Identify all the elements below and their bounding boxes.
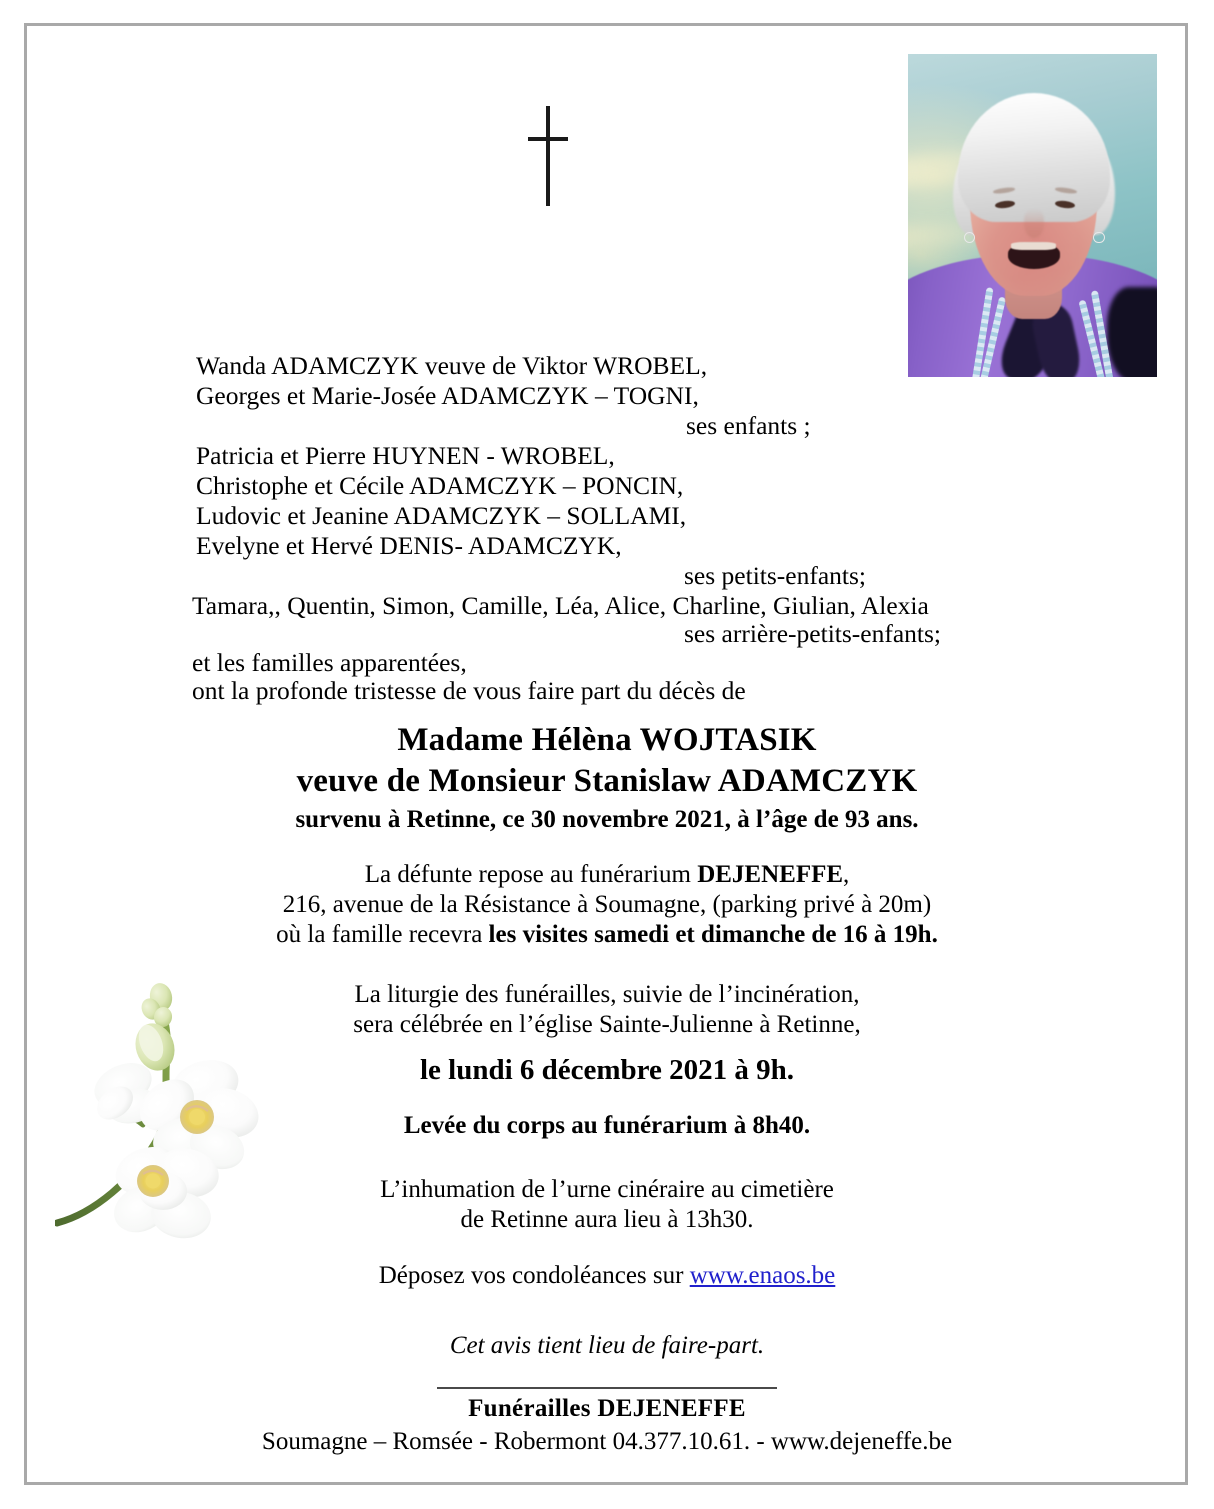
- visiting-prefix: où la famille recevra: [276, 921, 489, 948]
- family-line: et les familles apparentées,: [192, 648, 467, 677]
- deceased-name: Madame Hélèna WOJTASIK: [397, 722, 817, 758]
- condolences-line: [0, 1261, 1214, 1291]
- body-removal-time: Levée du corps au funérarium à 8h40.: [403, 1112, 811, 1139]
- family-line: Patricia et Pierre HUYNEN - WROBEL,: [196, 441, 615, 470]
- burial-line-1: L’inhumation de l’urne cinéraire au cimetière: [380, 1176, 834, 1203]
- ceremony-date: le lundi 6 décembre 2021 à 9h.: [419, 1054, 795, 1086]
- repose-line-1: [0, 860, 1214, 890]
- liturgy-line-1: La liturgie des funérailles, suivie de l’incinération,: [354, 981, 860, 1008]
- death-details: survenu à Retinne, ce 30 novembre 2021, à l’âge de 93 ans.: [295, 806, 919, 833]
- grandchildren-names: Tamara,, Quentin, Simon, Camille, Léa, Alice, Charline, Giulian, Alexia: [192, 591, 929, 620]
- deceased-spouse-line: veuve de Monsieur Stanislaw ADAMCZYK: [296, 763, 918, 799]
- funeral-home-name: DEJENEFFE: [697, 861, 844, 888]
- condolences-website-link[interactable]: www.enaos.be: [689, 1262, 836, 1289]
- family-line: Georges et Marie-Josée ADAMCZYK – TOGNI,: [196, 381, 699, 410]
- footer-contact: Soumagne – Romsée - Robermont 04.377.10.61. - www.dejeneffe.be: [261, 1428, 953, 1455]
- faire-part-notice: Cet avis tient lieu de faire-part.: [449, 1332, 765, 1359]
- family-line: Wanda ADAMCZYK veuve de Viktor WROBEL,: [196, 351, 708, 380]
- footer-divider: [437, 1387, 777, 1389]
- deceased-portrait-photo: [908, 54, 1157, 377]
- family-line: Christophe et Cécile ADAMCZYK – PONCIN,: [196, 471, 684, 500]
- condolences-prefix: Déposez vos condoléances sur: [378, 1262, 690, 1289]
- repose-address: 216, avenue de la Résistance à Soumagne, (parking privé à 20m): [282, 891, 932, 918]
- relation-great-grandchildren: ses arrière-petits-enfants;: [684, 619, 942, 648]
- footer-company: Funérailles DEJENEFFE: [468, 1395, 746, 1422]
- family-line: Ludovic et Jeanine ADAMCZYK – SOLLAMI,: [196, 501, 687, 530]
- visiting-hours: les visites samedi et dimanche de 16 à 19h.: [488, 921, 938, 948]
- family-line: Evelyne et Hervé DENIS- ADAMCZYK,: [196, 531, 622, 560]
- repose-prefix: La défunte repose au funérarium: [364, 861, 698, 888]
- burial-line-2: de Retinne aura lieu à 13h30.: [460, 1206, 754, 1233]
- relation-grandchildren: ses petits-enfants;: [684, 561, 866, 590]
- announcement-intro: ont la profonde tristesse de vous faire part du décès de: [192, 676, 746, 705]
- latin-cross-icon: [528, 106, 568, 206]
- relation-children: ses enfants ;: [686, 411, 811, 440]
- visiting-hours-line: [0, 920, 1214, 950]
- liturgy-line-2: sera célébrée en l’église Sainte-Julienne à Retinne,: [353, 1011, 861, 1038]
- repose-suffix: ,: [843, 861, 850, 888]
